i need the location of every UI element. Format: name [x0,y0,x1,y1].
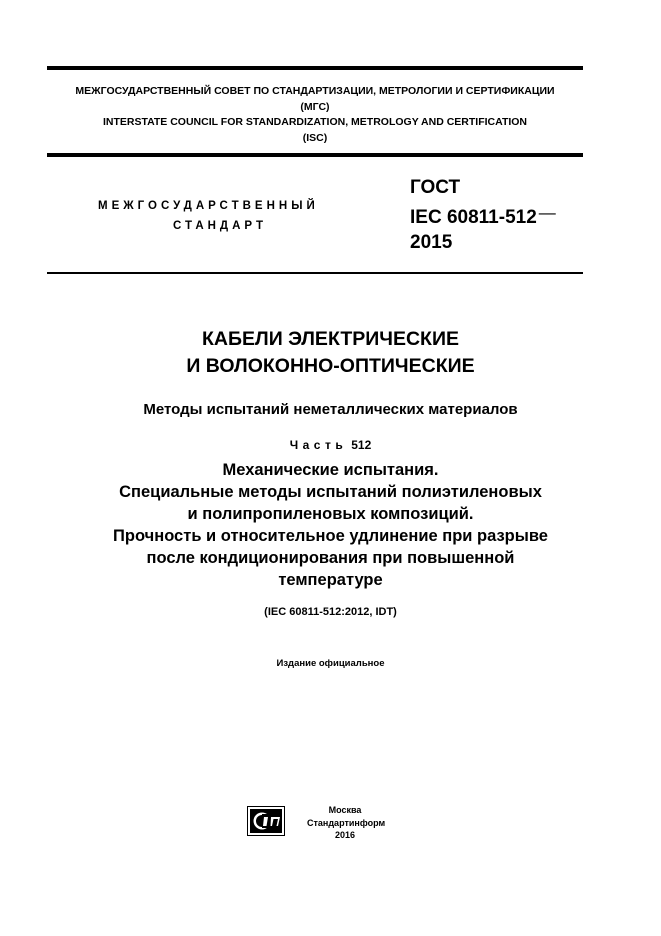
council-abbr-en: (ISC) [302,131,328,144]
part-title-line: Прочность и относительное удлинение при разрыве [113,527,548,545]
iec-reference: (IEC 60811-512:2012, IDT) [264,606,397,618]
part-label: Часть [289,438,348,452]
standard-type-line2: СТАНДАРТ [173,220,267,232]
part-number: 512 [351,438,372,452]
part-title-line: Механические испытания. [222,461,439,479]
council-name-en: INTERSTATE COUNCIL FOR STANDARDIZATION, METROLOGY AND CERTIFICATION [102,116,528,128]
part-title-line: и полипропиленовых композиций. [187,505,474,523]
standard-type-line1: МЕЖГОСУДАРСТВЕННЫЙ [98,200,319,212]
part-heading [0,437,661,453]
gost-designation [410,175,556,255]
designation-rule [47,272,583,274]
council-header [48,84,582,146]
title-line1: КАБЕЛИ ЭЛЕКТРИЧЕСКИЕ [202,328,459,350]
part-title-line: Специальные методы испытаний полиэтиленовых [119,483,542,501]
council-rule [47,153,583,157]
document-subtitle: Методы испытаний неметаллических материалов [143,401,518,418]
gost-number: IEC 60811-512 [410,207,537,228]
top-rule [47,66,583,70]
document-title [0,326,661,380]
council-name-ru: МЕЖГОСУДАРСТВЕННЫЙ СОВЕТ ПО СТАНДАРТИЗАЦИИ, МЕТРОЛОГИИ И СЕРТИФИКАЦИИ [75,85,555,97]
part-title-line: температуре [278,571,383,589]
part-title-line: после кондиционирования при повышенной [146,549,515,567]
gost-year: 2015 [410,232,453,253]
edition-label: Издание официальное [276,658,385,669]
gost-dash: — [538,203,556,222]
publisher-name: Стандартинформ [307,817,386,828]
standard-type [98,196,319,236]
publisher-city: Москва [328,805,362,815]
gost-label: ГОСТ [410,177,461,198]
standartinform-logo-icon [247,806,285,836]
title-line2: И ВОЛОКОННО-ОПТИЧЕСКИЕ [186,355,475,377]
council-abbr-ru: (МГС) [300,100,330,113]
part-title [0,459,661,591]
publisher-year: 2016 [334,830,356,840]
publisher-block [307,804,386,842]
